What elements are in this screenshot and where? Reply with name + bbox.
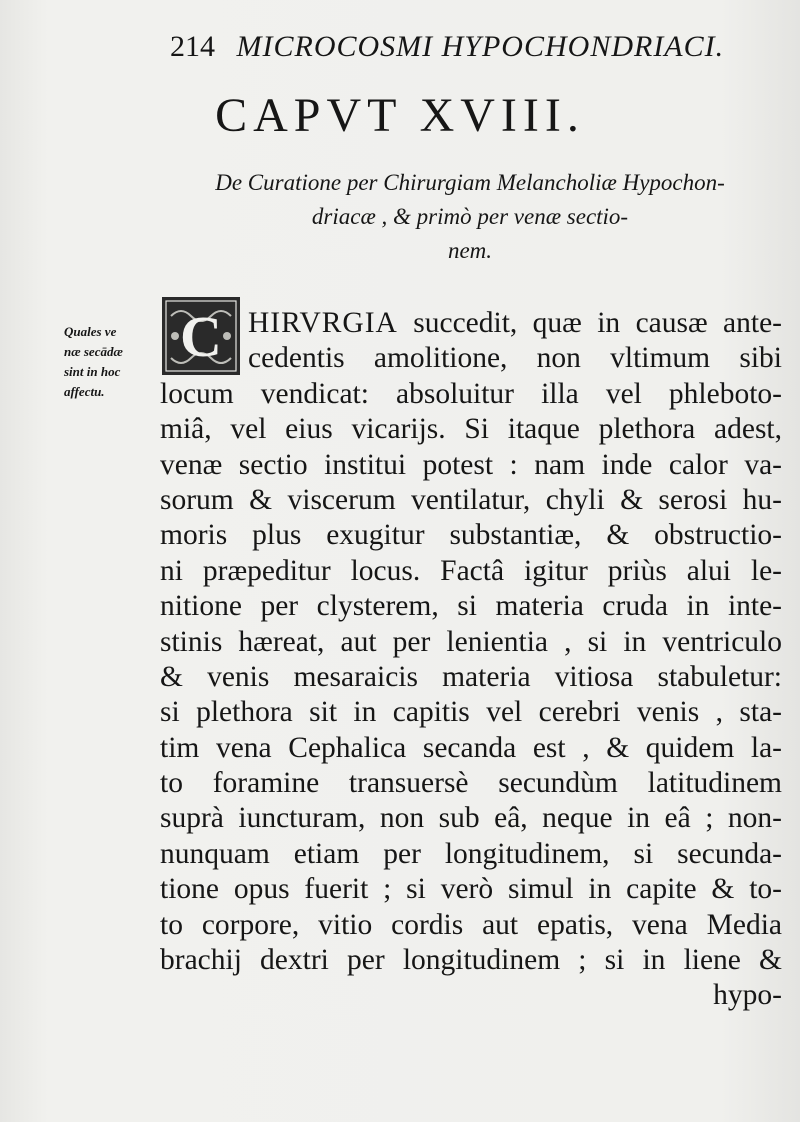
text-line: to corpore, vitio cordis aut epatis, vena Media bbox=[160, 908, 782, 941]
text-line: nunquam etiam per longitudinem, si secunda- bbox=[160, 837, 782, 870]
body-text bbox=[160, 306, 782, 1014]
catchword: hypo- bbox=[713, 979, 782, 1012]
text-line: tim vena Cephalica secanda est , & quidem la- bbox=[160, 731, 782, 764]
text-line: ni præpeditur locus. Factâ igitur priùs alui le- bbox=[160, 554, 782, 587]
text-line: miâ, vel eius vicarijs. Si itaque plethora adest, bbox=[160, 413, 782, 446]
chapter-title: CAPVT XVIII. bbox=[215, 89, 585, 142]
text-line: stinis hæreat, aut per lenientia , si in ventriculo bbox=[160, 625, 782, 658]
text-line: cedentis amolitione, non vltimum sibi bbox=[248, 342, 782, 375]
text-line: tione opus fuerit ; si verò simul in capite & to- bbox=[160, 873, 782, 906]
text-line: suprà iuncturam, non sub eâ, neque in eâ ; non- bbox=[160, 802, 782, 835]
text-line: sorum & viscerum ventilatur, chyli & serosi hu- bbox=[160, 483, 782, 516]
page-number: 214 bbox=[170, 30, 215, 63]
text-line: locum vendicat: absoluitur illa vel phleboto- bbox=[160, 377, 782, 410]
text-line: moris plus exugitur substantiæ, & obstructio- bbox=[160, 519, 782, 552]
text-line: & venis mesaraicis materia vitiosa stabuletur: bbox=[160, 660, 782, 693]
subtitle-line: nem. bbox=[447, 238, 493, 263]
margin-note-line: affectu. bbox=[64, 384, 105, 399]
drop-cap-letter: C bbox=[180, 304, 222, 369]
subtitle-line: De Curatione per Chirurgiam Melancholiæ Hypochon- bbox=[215, 170, 725, 195]
running-header bbox=[170, 30, 724, 64]
running-title: MICROCOSMI HYPOCHONDRIACI. bbox=[236, 30, 725, 63]
text-line-rest: succedit, quæ in causæ ante- bbox=[413, 307, 783, 339]
chapter-subtitle bbox=[160, 166, 780, 268]
text-line: venæ sectio institui potest : nam inde calor va- bbox=[160, 448, 782, 481]
marginal-note bbox=[64, 322, 156, 402]
margin-note-line: næ secādæ bbox=[64, 344, 123, 359]
text-line: brachij dextri per longitudinem ; si in liene & bbox=[160, 944, 782, 977]
text-line: si plethora sit in capitis vel cerebri venis , sta- bbox=[160, 696, 782, 729]
text-line: to foramine transuersè secundùm latitudinem bbox=[160, 767, 782, 800]
margin-note-line: sint in hoc bbox=[64, 364, 121, 379]
drop-cap-continuation: HIRVRGIA bbox=[248, 307, 398, 339]
text-line bbox=[160, 306, 782, 341]
text-line: nitione per clysterem, si materia cruda in inte- bbox=[160, 590, 782, 623]
subtitle-line: driacæ , & primò per venæ sectio- bbox=[311, 204, 629, 229]
margin-note-line: Quales ve bbox=[64, 324, 117, 339]
